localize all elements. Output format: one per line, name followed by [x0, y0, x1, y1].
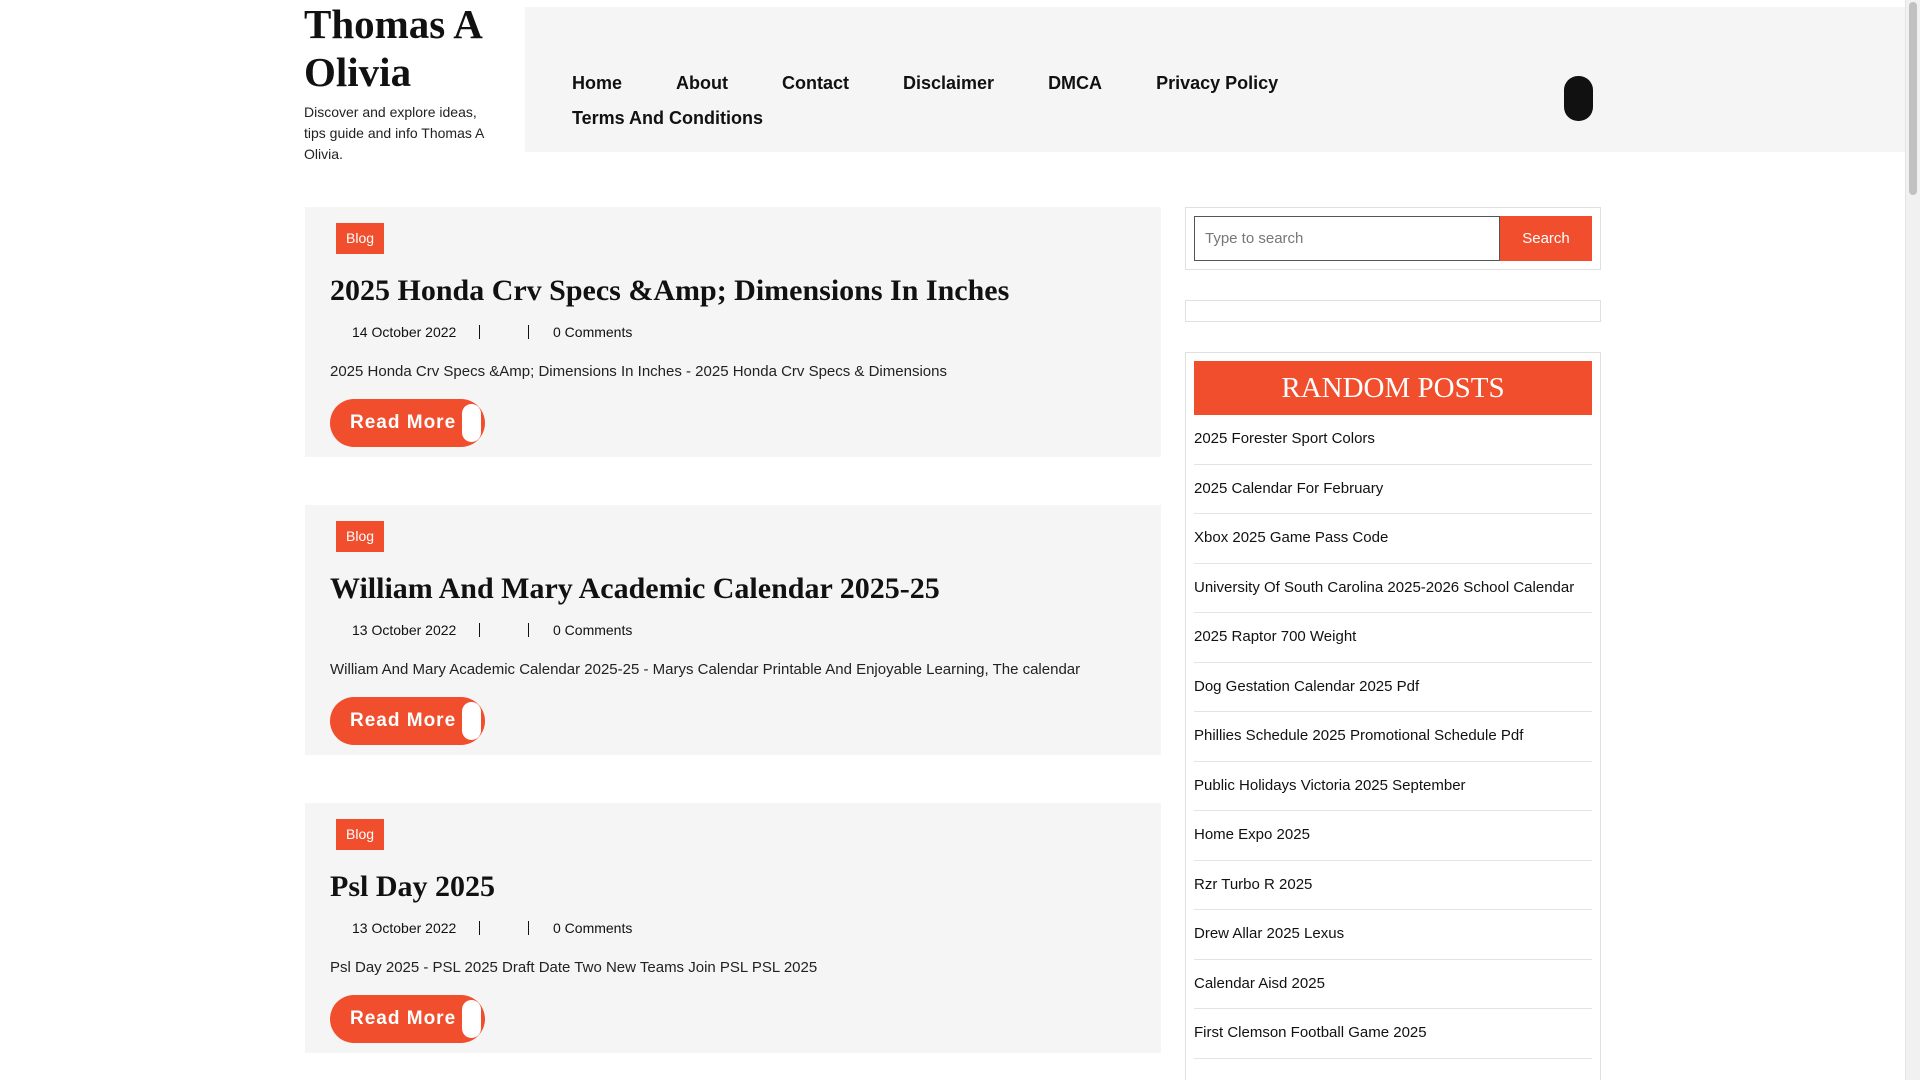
category-badge[interactable]: Blog [336, 223, 384, 254]
read-more-button[interactable] [330, 697, 485, 745]
scrollbar-thumb[interactable] [1909, 2, 1917, 195]
random-post-link[interactable]: Home Expo 2025 [1194, 811, 1592, 861]
nav-menu [572, 70, 1392, 132]
read-more-label: Read More [350, 412, 457, 433]
post-meta [352, 621, 632, 639]
random-post-link[interactable]: 2025 Calendar For February [1194, 465, 1592, 515]
random-post-link[interactable]: Rzr Turbo R 2025 [1194, 861, 1592, 911]
random-posts-heading: RANDOM POSTS [1194, 361, 1592, 415]
post-excerpt: 2025 Honda Crv Specs &Amp; Dimensions In Inches - 2025 Honda Crv Specs & Dimensions [330, 363, 947, 380]
random-post-link[interactable]: Dog Gestation Calendar 2025 Pdf [1194, 663, 1592, 713]
meta-divider [528, 325, 529, 339]
read-more-label: Read More [350, 710, 457, 731]
meta-divider [479, 921, 480, 935]
site-branding [304, 0, 494, 165]
empty-widget [1185, 300, 1601, 322]
site-tagline: Discover and explore ideas, tips guide and info Thomas A Olivia. [304, 104, 484, 162]
nav-item-privacy-policy[interactable]: Privacy Policy [1156, 73, 1279, 93]
random-post-link[interactable]: 2025 Forester Sport Colors [1194, 415, 1592, 465]
post-card [305, 505, 1161, 755]
post-card [305, 803, 1161, 1053]
random-post-link[interactable]: First Clemson Football Game 2025 [1194, 1009, 1592, 1059]
random-post-link[interactable]: Calendar Aisd 2025 [1194, 960, 1592, 1010]
nav-item-contact[interactable]: Contact [782, 73, 849, 93]
main-navigation [525, 7, 1905, 152]
post-title[interactable]: 2025 Honda Crv Specs &Amp; Dimensions In Inches [330, 274, 1010, 307]
search-input[interactable] [1194, 216, 1500, 261]
read-more-button[interactable] [330, 399, 485, 447]
meta-divider [528, 623, 529, 637]
random-posts-list [1194, 415, 1592, 1059]
read-more-knob [462, 702, 481, 740]
read-more-knob [462, 1000, 481, 1038]
random-post-link[interactable]: Phillies Schedule 2025 Promotional Schedule Pdf [1194, 712, 1592, 762]
post-comments[interactable]: 0 Comments [553, 324, 633, 340]
post-title[interactable]: Psl Day 2025 [330, 870, 495, 903]
category-badge[interactable]: Blog [336, 819, 384, 850]
random-post-link[interactable]: Drew Allar 2025 Lexus [1194, 910, 1592, 960]
nav-item-disclaimer[interactable]: Disclaimer [903, 73, 995, 93]
meta-divider [479, 325, 480, 339]
random-posts-widget [1185, 352, 1601, 1080]
read-more-button[interactable] [330, 995, 485, 1043]
post-date[interactable]: 14 October 2022 [352, 324, 457, 340]
post-card [305, 207, 1161, 457]
search-widget [1185, 207, 1601, 270]
read-more-label: Read More [350, 1008, 457, 1029]
random-post-link[interactable]: Public Holidays Victoria 2025 September [1194, 762, 1592, 812]
post-comments[interactable]: 0 Comments [553, 920, 633, 936]
post-meta [352, 919, 632, 937]
post-date[interactable]: 13 October 2022 [352, 920, 457, 936]
category-badge[interactable]: Blog [336, 521, 384, 552]
site-title[interactable]: Thomas A Olivia [304, 1, 481, 95]
random-post-link[interactable]: Xbox 2025 Game Pass Code [1194, 514, 1592, 564]
post-meta [352, 323, 632, 341]
random-post-link[interactable]: University Of South Carolina 2025-2026 School Calendar [1194, 564, 1592, 614]
post-date[interactable]: 13 October 2022 [352, 622, 457, 638]
page-scrollbar[interactable] [1905, 0, 1920, 1080]
nav-item-dmca[interactable]: DMCA [1048, 73, 1103, 93]
search-button[interactable]: Search [1500, 216, 1592, 261]
nav-item-about[interactable]: About [676, 73, 728, 93]
nav-item-home[interactable]: Home [572, 73, 623, 93]
random-post-link[interactable]: 2025 Raptor 700 Weight [1194, 613, 1592, 663]
post-title[interactable]: William And Mary Academic Calendar 2025-25 [330, 572, 940, 605]
meta-divider [479, 623, 480, 637]
read-more-knob [462, 404, 481, 442]
meta-divider [528, 921, 529, 935]
nav-item-terms[interactable]: Terms And Conditions [572, 108, 763, 128]
menu-toggle-icon[interactable] [1564, 76, 1593, 121]
post-excerpt: William And Mary Academic Calendar 2025-25 - Marys Calendar Printable And Enjoyable Learning, The calendar [330, 661, 1081, 678]
post-excerpt: Psl Day 2025 - PSL 2025 Draft Date Two New Teams Join PSL PSL 2025 [330, 959, 818, 976]
post-comments[interactable]: 0 Comments [553, 622, 633, 638]
